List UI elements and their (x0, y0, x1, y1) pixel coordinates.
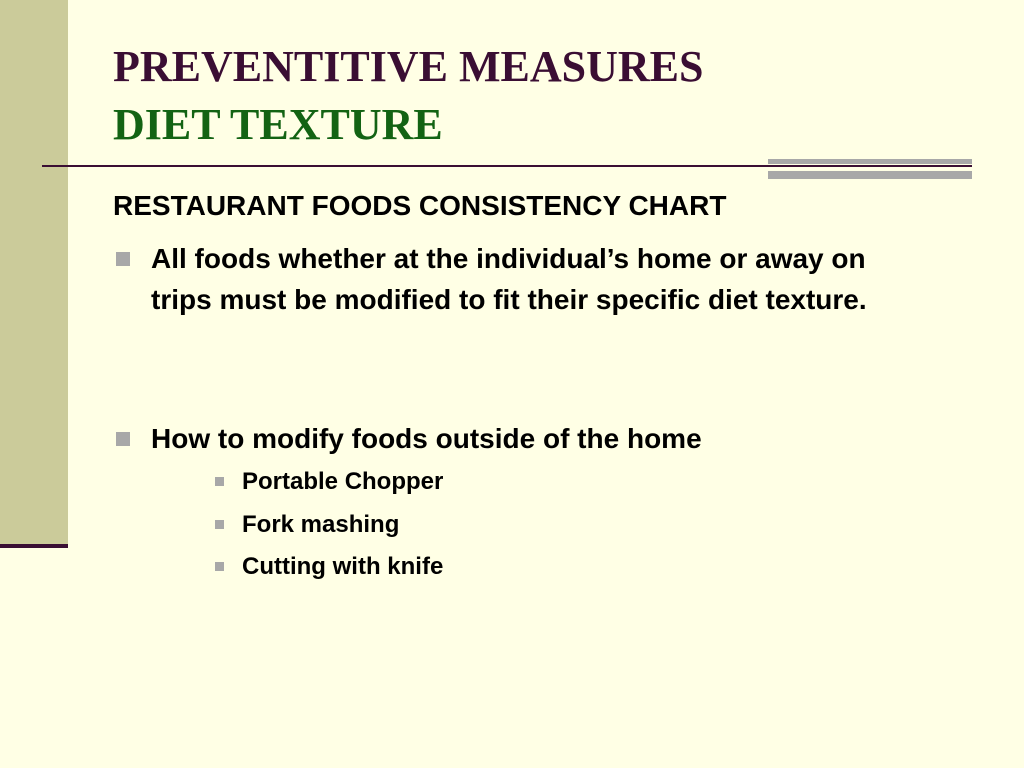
left-decorative-band (0, 0, 68, 545)
bullet-item (113, 418, 903, 459)
accent-bar-top (768, 159, 972, 164)
bullet-text: How to modify foods outside of the home (151, 423, 702, 454)
slide-subtitle: DIET TEXTURE (113, 100, 443, 149)
square-bullet-icon (215, 562, 224, 571)
left-band-rule (0, 544, 68, 548)
section-heading: RESTAURANT FOODS CONSISTENCY CHART (113, 190, 727, 221)
bullet-text: All foods whether at the individual’s home or away on trips must be modified to fit their specific diet texture. (151, 243, 867, 315)
sub-bullet-text: Cutting with knife (242, 553, 444, 580)
sub-bullet-text: Portable Chopper (242, 468, 444, 495)
title-divider (42, 165, 972, 167)
sub-bullet-item (214, 509, 399, 541)
square-bullet-icon (215, 520, 224, 529)
sub-bullet-item (214, 466, 443, 498)
sub-bullet-text: Fork mashing (242, 511, 400, 538)
square-bullet-icon (116, 252, 130, 266)
square-bullet-icon (116, 432, 130, 446)
accent-bar-bottom (768, 171, 972, 179)
slide-title: PREVENTITIVE MEASURES (113, 42, 704, 91)
bullet-item (113, 238, 903, 320)
sub-bullet-item (214, 551, 443, 583)
square-bullet-icon (215, 477, 224, 486)
